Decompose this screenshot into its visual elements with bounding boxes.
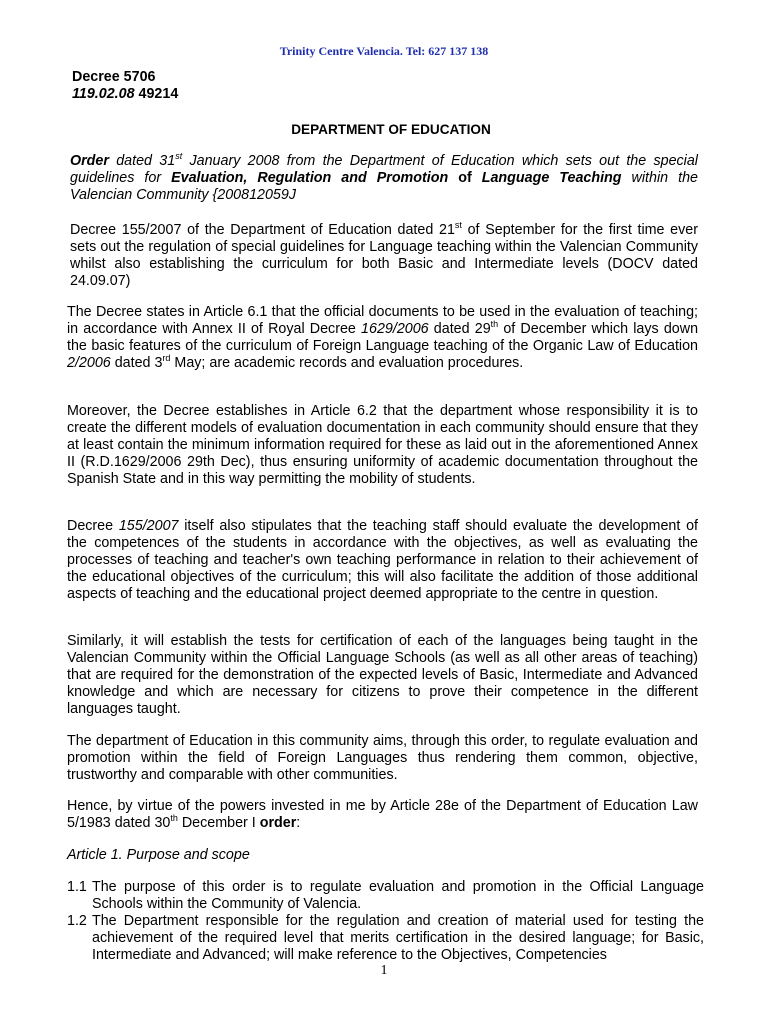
decree-number: Decree 5706: [72, 69, 156, 85]
list-item: [67, 913, 704, 964]
paragraph-2-sup-2: rd: [162, 353, 171, 364]
list-item: [67, 879, 704, 913]
paragraph-2-italic-1: 1629/2006: [361, 321, 429, 337]
order-sup: st: [175, 151, 183, 162]
paragraph-3: Moreover, the Decree establishes in Article 6.2 that the department whose responsibility it is to create the different models of evaluation documentation in each community should ensure that they at least contain the minimum information required for these as laid out in the aforementioned Annex II (R.D.1629/2006 29th Dec), thus ensuring uniformity of academic documentation throughout the Spanish State and in this way permitting the mobility of students.: [67, 403, 698, 487]
page-number: 1: [380, 963, 388, 978]
order-dated: dated 31: [108, 153, 176, 169]
page-header: Trinity Centre Valencia. Tel: 627 137 138: [279, 44, 489, 58]
order-text-1: January 2008 from the Department of Education which sets out the special guidelines for: [70, 153, 698, 186]
paragraph-1-text-a: Decree 155/2007 of the Department of Education dated 21: [70, 222, 455, 238]
paragraph-7-text-b: December I: [177, 815, 260, 831]
paragraph-7: [67, 798, 698, 832]
paragraph-2-text-c: of December which lays down the basic features of the curriculum of Foreign Language teaching of the Organic Law of Education: [67, 321, 699, 354]
order-text-2: within the Valencian Community {200812059J: [70, 170, 698, 203]
paragraph-6: The department of Education in this community aims, through this order, to regulate evaluation and promotion within the field of Foreign Languages thus rendering them common, objective, trustworthy and comparable with other communities.: [67, 733, 698, 783]
paragraph-7-text-c: :: [296, 815, 301, 831]
order-bold-2: Language Teaching: [481, 170, 622, 186]
paragraph-1: [70, 222, 698, 290]
order-lead: Order: [70, 153, 109, 169]
decree-reference: [72, 86, 178, 103]
paragraph-2: [67, 304, 698, 372]
paragraph-7-sup: th: [170, 813, 178, 824]
paragraph-2-text-a: The Decree states in Article 6.1 that the official documents to be used in the evaluation of teaching; in accordance with Annex II of Royal Decree: [67, 304, 698, 337]
paragraph-1-sup: st: [454, 220, 462, 231]
item-number: 1.1: [67, 879, 87, 895]
paragraph-7-bold: order: [259, 815, 297, 831]
paragraph-2-italic-2: 2/2006: [67, 355, 111, 371]
paragraph-5: Similarly, it will establish the tests for certification of each of the languages being taught in the Valencian Community within the Official Language Schools (as well as all other areas of teaching) that are required for the demonstration of the expected levels of Basic, Intermediate and Advanced knowledge and which are necessary for citizens to prove their competence in the different languages taught.: [67, 633, 698, 717]
order-of: of: [448, 170, 482, 186]
item-text: The purpose of this order is to regulate evaluation and promotion in the Official Language Schools within the Community of Valencia.: [92, 879, 704, 912]
order-paragraph: [70, 153, 698, 204]
paragraph-4-text-a: Decree: [67, 518, 119, 534]
item-text: The Department responsible for the regulation and creation of material used for testing the achievement of the required level that merits certification in the desired language; for Basic, Intermediate and Advanced; will make reference to the Objectives, Competencies: [92, 913, 704, 963]
paragraph-1-text-b: of September for the first time ever sets out the regulation of special guidelines for Language teaching within the Valencian Community whilst also establishing the curriculum for both Basic and Intermediate levels (DOCV dated 24.09.07): [70, 222, 698, 289]
decree-reference-date: 119.02.08: [72, 86, 135, 102]
paragraph-2-text-b: dated 29: [428, 321, 491, 337]
paragraph-4-text-b: itself also stipulates that the teaching staff should evaluate the development of the competences of the students in accordance with the objectives, as well as evaluating the processes of teaching and teacher's own teaching performance in relation to their achievement of the educational objectives of the curriculum; this will also facilitate the addition of those additional aspects of teaching and the educational project deemed appropriate to the centre in question.: [67, 518, 698, 602]
article-1-title: Article 1. Purpose and scope: [67, 847, 250, 863]
paragraph-2-sup-1: th: [490, 319, 499, 330]
decree-reference-code: 49214: [134, 86, 179, 102]
item-number: 1.2: [67, 913, 87, 929]
paragraph-4: [67, 518, 698, 603]
department-heading: DEPARTMENT OF EDUCATION: [291, 122, 491, 137]
paragraph-4-italic: 155/2007: [118, 518, 179, 534]
paragraph-2-text-d: dated 3: [110, 355, 163, 371]
paragraph-7-text-a: Hence, by virtue of the powers invested in me by Article 28e of the Department of Education Law 5/1983 dated 30: [67, 798, 698, 831]
paragraph-2-text-e: May; are academic records and evaluation procedures.: [170, 355, 524, 371]
order-bold-1: Evaluation, Regulation and Promotion: [171, 170, 449, 186]
